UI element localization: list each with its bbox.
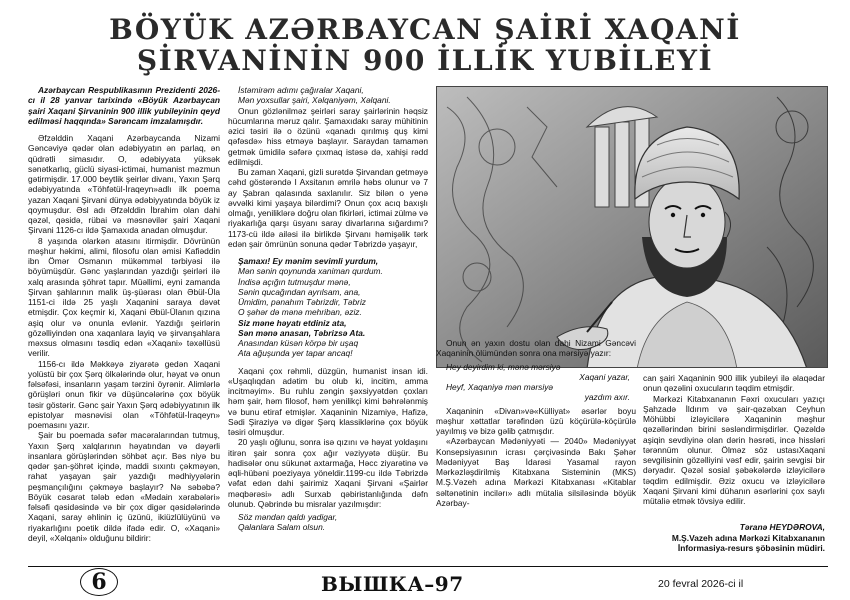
poem-line: Heyf, Xaqaniyə mən mərsiyə	[446, 382, 554, 392]
article-column-2	[228, 85, 428, 565]
poem-line: Qalanlara Salam olsun.	[238, 522, 326, 533]
poem-line: İndisə açığın tutmuşdur mənə,	[238, 276, 351, 287]
poem-line: Sənin qucağından ayrılsam, ana,	[238, 286, 361, 297]
poem-line: Ümidim, pənahım Təbrizdir, Təbriz	[238, 297, 366, 307]
paragraph: 20 yaşlı oğlunu, sonra isə qızını və həyat yoldaşını itirən şair sonra çox ağır vəziyyətə düşür. Bu hadisələr onu sükunət axtarmağa, Həcc ziyarətinə və əqli-hübəni poeziyaya yöneldir.1199-cu ildə Təbrizdə vəfat edən dahi şairimiz Xaqani Şirvani «Şairlər məqbərəsi» adlı Surxab qəbiristanlığında dəfn olunub. Qəbrində bu misralar yazılmışdır:	[228, 437, 428, 509]
author-name: Təranə HEYDƏROVA,	[739, 522, 825, 532]
article-lead: Azərbaycan Respublikasının Prezidenti 2026-cı il 28 yanvar tarixində «Böyük Azərbaycan şairi Xaqani Şirvaninin 900 illik yubileyinin qeyd edilməsi haqqında» Sərəncam imzalamışdır.	[28, 85, 220, 126]
poem-line: Sən mənə anasan, Təbrizsə Ata.	[238, 327, 366, 338]
poem-line: Mən yoxsullar şairi, Xəlqaniyəm, Xəlqani.	[238, 95, 391, 106]
paragraph: Şair bu poemada səfər macəralarından tutmuş, Yaxın Şərq xalqlarının həyatından və dəyərli insanlara görüşlərindən söhbət açır. Bəs niyə bu qədər şan-şöhrət içində, maddi sıxıntı çəkməyən, rahat yaşayan şair yazdığı mədhiyyələrin peşmançılığını çəkməyə başlayır? Nə səbəbə? Böyük cəsarət tələb edən «Mədain xərabələri» fəlsəfi qəsidəsində və bir çox digər qəsidələrində Xaqani, saray əhlinin iç üzünü, ikiüzlülüyünü və riyakarlığını poetik dildə ifadə edir. O, «Xaqani» deyil, «Xəlqani» olduğunu bildirir:	[28, 430, 220, 543]
paragraph: Xaqaninin «Divan»və«Külliyat» əsərlər boyu məşhur xəttatlar tərəfindən üzü köçürülə-köçürülə yayılmış və bizə gəlib çatmışdır.	[436, 405, 636, 436]
paragraph: can şairi Xaqaninin 900 illik yubileyi ilə əlaqədar onun qəzəlini oxucuların təqdim etmişdir.	[643, 373, 825, 394]
paragraph: 1156-cı ildə Məkkəyə ziyarətə gedən Xaqani yolüstü bir çox Şərq ölkələrində olur, həyat və onun fəlsəfəsi, insanların yaşam tərzini öyrənir. Alimlərlə görüşləri onun fikir və düşüncələrinə çox böyük təsir göstərir. Gənc şair Yaxın Şərq ədəbiyyatının ilk epistolyar məsnəvisi olan «Töhfətül-İraqeyn» poemasını yazır.	[28, 358, 220, 430]
paragraph: Mərkəzi Kitabxananın Fəxri oxucuları yazıçı Şahzadə İldırım və şair-qəzəlxan Ceyhun Möhübbi izləyicilərə Xaqaninin məşhur qəzəllərindən birini səsləndirmişdirlər. Qəzəldə aşiqin sevdiyinə olan dərin həsrəti, incə hissləri tərənnüm olunur. Ölməz söz ustasıXaqani sevgilisinin gözəlliyini vəsf edir, şairin sevgisi bir dəryadır. Qəzəl sosial şəbəkələrdə izləyicilərə təqdim edilmişdir. Əziz oxucu və izləyicilərə Xaqani Şirvani kimi dühanın əsərlərini çox saylı mütaliə etmək tövsiyə edilir.	[643, 393, 825, 506]
paragraph: Bu zaman Xaqani, gizli surətdə Şirvandan getməyə cəhd göstərəndə I Axsitanın əmrilə həbs olunur və 7 ay Şabran qalasında saxlanılır. Siz bilən o yenə əvvəlki kimi yaşaya bilərdimi? Onun çox acıq baxışlı olmağı, yeniliklərə doğru olan fikirləri, ictimai zülmə və riyakarlığa qarşı üsyanı saray divarlarına sığardımı? 1173-cü ildə ailəsi ilə birlikdə Şirvanı həmişəlik tərk edən şair ömrünün sonuna qədər Təbrizdə yaşayır,	[228, 167, 428, 249]
poem-line: Ata ağuşunda yer tapar ancaq!	[238, 348, 353, 359]
poem-line: Xaqani yazar,	[579, 371, 630, 382]
poem-line: Anasından küsən körpə bir uşaq	[238, 338, 359, 348]
article-column-1	[28, 85, 220, 565]
article-column-4	[643, 373, 825, 523]
footer-divider	[28, 566, 828, 567]
publication-date: 20 fevral 2026-ci il	[658, 578, 744, 590]
poem-line: İstəmirəm adımı çağıralar Xaqani,	[238, 85, 364, 95]
poem-line: Siz məne həyatı etdiniz ata,	[238, 317, 347, 328]
publication-name: ВЫШКА–97	[321, 572, 464, 596]
poem-line: yazdım axır.	[584, 392, 630, 403]
headline-line-2: ŞİRVANİNİN 900 İLLİK YUBİLEYİ	[136, 44, 714, 77]
paragraph: Xaqani çox rəhmli, düzgün, humanist insan idi. «Uşaqlıqdan adətim bu olub ki, incitim, amma incitməyim». Bu ruhlu zəngin şəxsiyyətdən çoxları həm şair, həm filosof, həm yenilikçi kimi bəhrələnmiş və bunu etiraf etmişlər. Xaqaninin Nizamiyə, Hafizə, Sədi Şiraziyə və digər Şərq klassiklərinə çox böyük təsiri olmuşdur.	[228, 365, 428, 437]
paragraph: Onun gözlənilməz şeirləri saray şairlərinin həqsiz hücumlarına məruz qalır. Şamaxıdakı saray mühitinin əzici təsiri ilə o özünü «qanadı qırılmış quş kimi qəfəsdə» hiss etməyə başlayır. Saraydan tamamən getmək ümidilə səfərə çıxmaq istəsə də, xahişi rədd edilmişdi.	[228, 105, 428, 167]
author-signoff	[643, 522, 825, 554]
poet-portrait-image	[436, 86, 828, 368]
article-column-3	[436, 338, 636, 568]
author-role-line-1: M.Ş.Vazeh adına Mərkəzi Kitabxananın	[671, 532, 825, 543]
paragraph: «Azərbaycan Mədəniyyəti — 2040» Mədəniyyət Konsepsiyasının icrası çərçivəsində Bakı Şəhər Mədəniyyət Baş İdarəsi Yasamal rayon Mərkəzləşdirilmiş Kitabxana Sisteminin (MKS) M.Ş.Vəzeh adına Mərkəzi Kitabxanası «Kitablar səltənətinin incilərı» adlı mütalia silsiləsində böyük Azərbay-	[436, 436, 636, 508]
paragraph: 8 yaşında olarkən atasını itirmişdir. Dövrünün məşhur həkimi, alimi, filosofu olan əmisi Kafiəddin ibn Ömər Osmanın mükəmməl tərbiyəsi ilə böyümüşdür. Gənc yaşlarından yazdığı şeirləri ilə xalq arasında şöhrət tapır. Müəllimi, eyni zamanda Şirvan şahlarının malik üş-şüərası olan Əbül-Üla 1151-ci ildə 25 yaşlı Xaqanini saraya dəvət etmişdir. Çox keçmir ki, Xaqani Əbül-Ülanın qızına aşiq olur və onunla evlənir. Yazdığı şeirlərin gözəlliyindən ona xaqanlara layiq və şirvanşahlara məxsus olmasını təsdiq edən «Xaqani» təxəllüsü verilir.	[28, 235, 220, 359]
article-headline	[0, 14, 850, 76]
poem-line: Şamaxı! Ey mənim sevimli yurdum,	[238, 256, 379, 266]
headline-line-1: BÖYÜK AZƏRBAYCAN ŞAİRİ XAQANİ	[109, 13, 741, 46]
paragraph: Əfzəlddin Xaqani Azərbaycanda Nizami Gəncəviyə qədər olan ədəbiyyatın ən parlaq, ən qüdrətli simasıdır. O, ədəbiyyata yüksək sənətkarlıq, güclü siyasi-ictimai, humanist məzmun gətirmişdir. 17.000 beytlik şeirlər divanı, Yaxın Şərq ədəbiyyatında «Töhfətül-İraqeyn»adlı ilk poema yazan Xaqani Şirvani dünya ədəbiyyatında böyük iz qoymuşdur. Əsl adı Əfzəlddin İbrahim olan dahi qəzəl, qəsidə, rübai və məsnəvilər şairi Xaqani Şirvani 1126-cı ildə Şamaxıda anadan olmuşdur.	[28, 133, 220, 236]
poem-line: Söz məndən qaldı yadigar,	[238, 512, 338, 522]
paragraph: Onun ən yaxın dostu olan dahi Nizami Gəncəvi Xaqaninin ölümündən sonra ona mərsiyə yazır:	[436, 338, 636, 359]
poem-line: Mən sənin qoynunda xaniman qurdum.	[238, 266, 383, 277]
poem-line: Hey deyirdim ki, mənə mərsiyə	[446, 361, 561, 372]
author-role-line-2: İnformasiya-resurs şöbəsinin müdiri.	[677, 543, 825, 553]
page-number: 6	[80, 568, 118, 596]
poem-line: O şəhər də mənə mehriban, əziz.	[238, 307, 362, 318]
